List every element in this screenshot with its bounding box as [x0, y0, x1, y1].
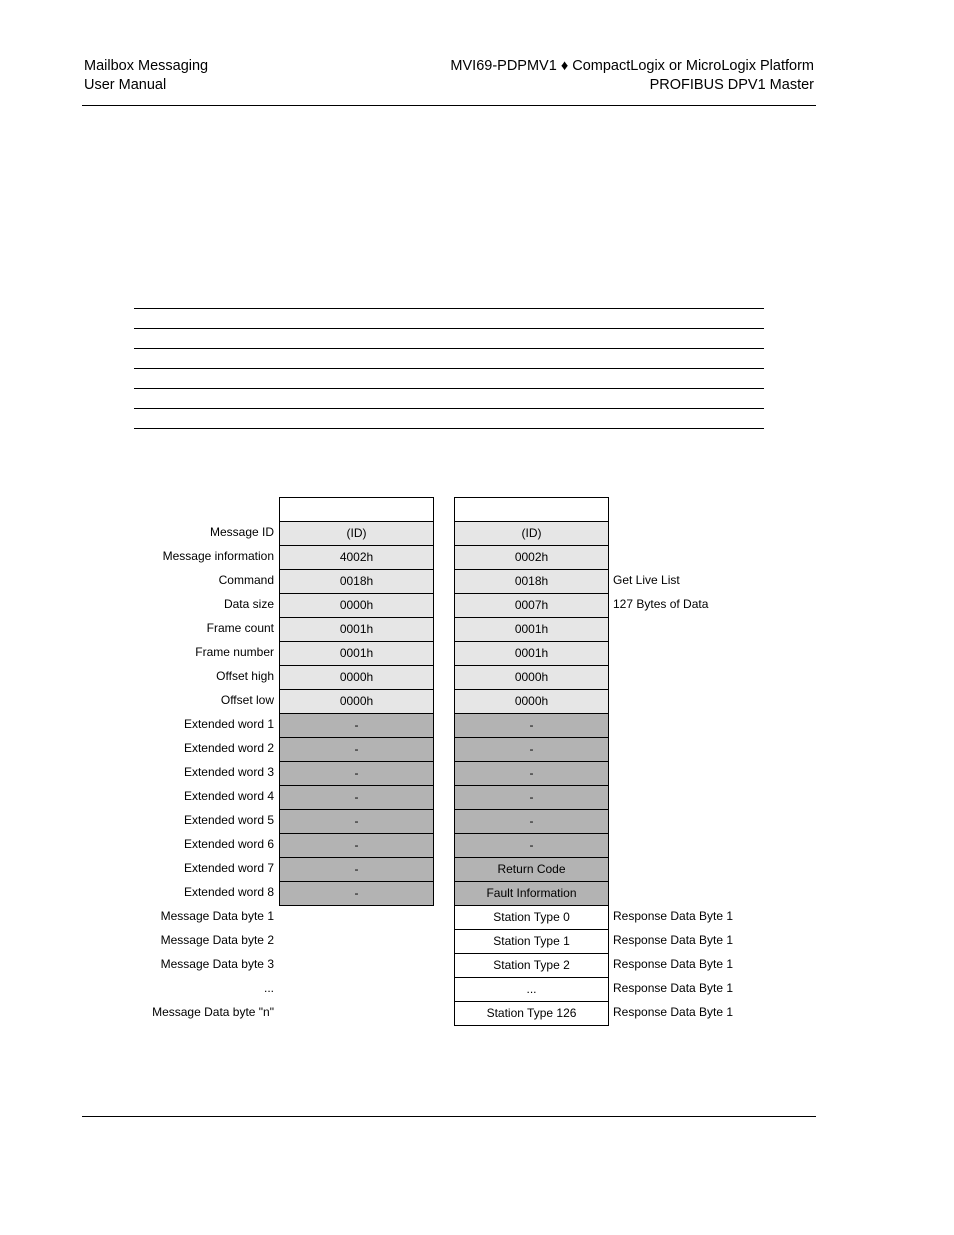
response-cell: Fault Information — [455, 882, 608, 906]
response-cell: Station Type 126 — [455, 1002, 608, 1026]
request-cell: - — [280, 810, 433, 834]
response-cell: Station Type 1 — [455, 930, 608, 954]
table-line — [134, 328, 764, 329]
response-cell: - — [455, 714, 608, 738]
response-cell: - — [455, 738, 608, 762]
row-label: Extended word 4 — [183, 789, 274, 803]
response-cell: 0018h — [455, 570, 608, 594]
request-column — [279, 497, 434, 906]
request-cell: 0001h — [280, 642, 433, 666]
request-cell: (ID) — [280, 522, 433, 546]
header-left — [84, 57, 208, 95]
response-cell: - — [455, 810, 608, 834]
response-cell: ... — [455, 978, 608, 1002]
row-label: Message Data byte "n" — [152, 1005, 274, 1019]
request-cell: - — [280, 762, 433, 786]
response-cell: 0001h — [455, 618, 608, 642]
row-label: Frame number — [195, 645, 274, 659]
table-line — [134, 428, 764, 429]
column-header-cell — [280, 498, 433, 522]
row-label: ... — [263, 981, 274, 995]
table-line — [134, 408, 764, 409]
row-label: Message Data byte 2 — [160, 933, 274, 947]
response-cell: Return Code — [455, 858, 608, 882]
request-cell: 0000h — [280, 594, 433, 618]
response-cell: (ID) — [455, 522, 608, 546]
response-note: 127 Bytes of Data — [613, 597, 709, 611]
row-label: Offset low — [220, 693, 274, 707]
row-label: Extended word 1 — [183, 717, 274, 731]
row-label: Extended word 3 — [183, 765, 274, 779]
request-cell: 4002h — [280, 546, 433, 570]
response-cell: - — [455, 762, 608, 786]
table-line — [134, 368, 764, 369]
row-label: Extended word 8 — [183, 885, 274, 899]
request-cell: 0001h — [280, 618, 433, 642]
row-label: Extended word 2 — [183, 741, 274, 755]
table-line — [134, 348, 764, 349]
response-cell: 0001h — [455, 642, 608, 666]
row-label: Data size — [223, 597, 274, 611]
row-label: Message ID — [209, 525, 274, 539]
row-label: Message Data byte 1 — [160, 909, 274, 923]
header-divider — [82, 105, 816, 106]
response-note: Response Data Byte 1 — [613, 933, 734, 947]
request-cell: 0000h — [280, 666, 433, 690]
request-cell: - — [280, 858, 433, 882]
row-label: Message Data byte 3 — [160, 957, 274, 971]
row-label: Command — [218, 573, 274, 587]
request-cell: - — [280, 738, 433, 762]
response-cell: Station Type 2 — [455, 954, 608, 978]
request-cell: - — [280, 714, 433, 738]
header-product-title: MVI69-PDPMV1 ♦ CompactLogix or MicroLogix Platform — [450, 58, 814, 74]
response-cell: 0007h — [455, 594, 608, 618]
response-note: Response Data Byte 1 — [613, 909, 734, 923]
response-cell: - — [455, 786, 608, 810]
column-header-cell — [455, 498, 608, 522]
row-label: Message information — [162, 549, 274, 563]
response-note: Response Data Byte 1 — [613, 981, 734, 995]
response-cell: 0000h — [455, 666, 608, 690]
response-note: Response Data Byte 1 — [613, 957, 734, 971]
response-note: Response Data Byte 1 — [613, 1005, 734, 1019]
response-cell: 0000h — [455, 690, 608, 714]
row-label: Extended word 5 — [183, 813, 274, 827]
table-line — [134, 388, 764, 389]
request-cell: - — [280, 834, 433, 858]
header-product-subtitle: PROFIBUS DPV1 Master — [649, 77, 814, 93]
request-cell: - — [280, 882, 433, 906]
header-right — [450, 57, 814, 95]
response-cell: - — [455, 834, 608, 858]
request-cell: 0000h — [280, 690, 433, 714]
header-manual-type: User Manual — [84, 77, 167, 93]
header-section-title: Mailbox Messaging — [84, 58, 209, 74]
response-column — [454, 497, 609, 1026]
response-note: Get Live List — [613, 573, 680, 587]
row-label: Frame count — [206, 621, 274, 635]
response-cell: Station Type 0 — [455, 906, 608, 930]
footer-divider — [82, 1116, 816, 1117]
table-line — [134, 308, 764, 309]
response-cell: 0002h — [455, 546, 608, 570]
row-label: Offset high — [216, 669, 274, 683]
request-cell: - — [280, 786, 433, 810]
row-label: Extended word 7 — [183, 861, 274, 875]
row-label: Extended word 6 — [183, 837, 274, 851]
request-cell: 0018h — [280, 570, 433, 594]
